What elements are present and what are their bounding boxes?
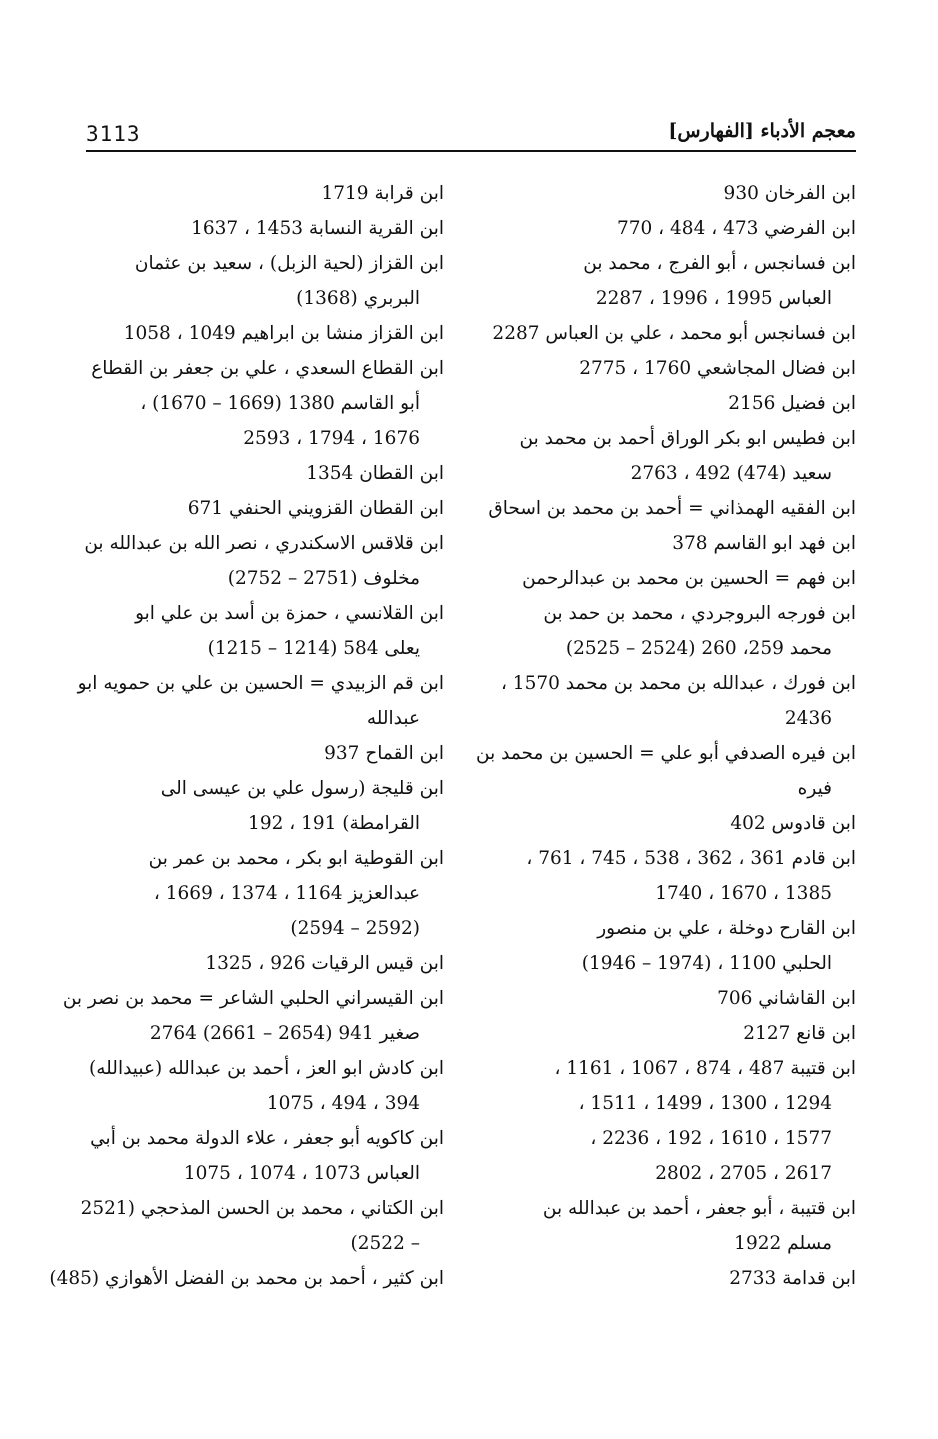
entry-continuation-line: القرامطة) 191 ، 192	[248, 813, 420, 834]
entry-continuation-line: البربري (1368)	[296, 288, 420, 309]
entry-line: ابن القطان القزويني الحنفي 671	[187, 498, 444, 519]
entry-line: ابن كادش ابو العز ، أحمد بن عبدالله (عبيدالله)	[89, 1058, 444, 1079]
index-entry	[82, 1051, 444, 1121]
entry-line: ابن قيس الرقيات 926 ، 1325	[205, 953, 444, 974]
entry-line: ابن فهد ابو القاسم 378	[672, 533, 856, 554]
entry-line: ابن القيسراني الحلبي الشاعر = محمد بن نصر بن	[62, 988, 444, 1009]
entry-line: ابن قادوس 402	[730, 813, 856, 834]
index-column-left	[49, 176, 444, 1296]
entry-line: ابن قلاقس الاسكندري ، نصر الله بن عبدالله بن	[84, 533, 444, 554]
index-entry	[496, 1261, 856, 1296]
index-entry	[49, 1261, 444, 1296]
index-entry	[496, 806, 856, 841]
index-entry	[82, 491, 444, 526]
entry-line: ابن قانع 2127	[743, 1023, 856, 1044]
index-entry	[82, 946, 444, 981]
entry-line: ابن فسانجس ، أبو الفرج ، محمد بن	[583, 253, 856, 274]
entry-continuation-line: العباس 1073 ، 1074 ، 1075	[183, 1163, 420, 1184]
index-column-right	[476, 176, 856, 1296]
entry-line: ابن فطيس ابو بكر الوراق أحمد بن محمد بن	[519, 428, 856, 449]
index-entry	[496, 176, 856, 211]
index-entry	[82, 456, 444, 491]
index-entry	[496, 421, 856, 491]
entry-line: ابن القزاز (لحية الزبل) ، سعيد بن عثمان	[134, 253, 444, 274]
index-entry	[82, 526, 444, 596]
index-entry	[82, 771, 444, 841]
page-header	[86, 118, 856, 158]
entry-line: ابن الفقيه الهمذاني = أحمد بن محمد بن اسحاق	[488, 498, 856, 519]
entry-continuation-line: العباس 1995 ، 1996 ، 2287	[595, 288, 832, 309]
entry-line: ابن القماح 937	[324, 743, 444, 764]
index-entry	[488, 491, 856, 526]
entry-line: ابن كثير ، أحمد بن محمد بن الفضل الأهوازي (485)	[49, 1268, 444, 1289]
entry-line: ابن قرابة 1719	[321, 183, 444, 204]
entry-line: ابن فورجه البروجردي ، محمد بن حمد بن	[543, 603, 856, 624]
entry-continuation-line: 1294 ، 1300 ، 1499 ، 1511 ،	[578, 1093, 832, 1114]
entry-continuation-line: 1385 ، 1670 ، 1740	[655, 883, 832, 904]
index-entry	[82, 211, 444, 246]
entry-line: ابن القارح دوخلة ، علي بن منصور	[597, 918, 856, 939]
entry-continuation-line: 1577 ، 1610 ، 192 ، 2236 ،	[590, 1128, 832, 1149]
index-entry	[496, 1016, 856, 1051]
index-entry	[496, 666, 856, 736]
index-entry	[62, 981, 444, 1051]
entry-line: ابن الكتاني ، محمد بن الحسن المذحجي (2521	[80, 1198, 444, 1219]
running-title: معجم الأدباء [الفهارس]	[668, 120, 856, 142]
entry-line: ابن قادم 361 ، 362 ، 538 ، 745 ، 761 ،	[526, 848, 856, 869]
entry-line: ابن فيره الصدفي أبو علي = الحسين بن محمد بن	[476, 743, 856, 764]
index-entry	[496, 246, 856, 316]
index-entry	[496, 526, 856, 561]
entry-continuation-line: مخلوف (2751 – 2752)	[227, 568, 420, 589]
entry-line: ابن قليجة (رسول علي بن عيسى الى	[160, 778, 444, 799]
index-entry	[82, 1191, 444, 1261]
index-entry	[82, 316, 444, 351]
entry-continuation-line: 2617 ، 2705 ، 2802	[655, 1163, 832, 1184]
index-entry	[496, 596, 856, 666]
entry-line: ابن القطان 1354	[306, 463, 444, 484]
entry-continuation-line: مسلم 1922	[734, 1233, 832, 1254]
index-entry	[82, 841, 444, 946]
index-entry	[496, 981, 856, 1016]
entry-line: ابن القوطية ابو بكر ، محمد بن عمر بن	[148, 848, 444, 869]
entry-line: ابن القطاع السعدي ، علي بن جعفر بن القطاع	[91, 358, 444, 379]
entry-line: ابن فسانجس أبو محمد ، علي بن العباس 2287	[492, 323, 856, 344]
index-entry	[496, 1191, 856, 1261]
index-entry	[82, 736, 444, 771]
entry-continuation-line: الحلبي 1100 ، (1974 – 1946)	[581, 953, 832, 974]
header-rule	[86, 150, 856, 152]
entry-line: ابن فضال المجاشعي 1760 ، 2775	[579, 358, 856, 379]
index-entry	[82, 246, 444, 316]
entry-continuation-line: – 2522)	[350, 1233, 420, 1254]
entry-line: ابن فورك ، عبدالله بن محمد بن محمد 1570 ،	[500, 673, 856, 694]
entry-continuation-line: 1676 ، 1794 ، 2593	[243, 428, 420, 449]
index-entry	[476, 736, 856, 806]
index-entry	[496, 1051, 856, 1191]
entry-continuation-line: 2436	[784, 708, 832, 729]
entry-line: ابن القلانسي ، حمزة بن أسد بن علي ابو	[135, 603, 444, 624]
entry-line: ابن كاكويه أبو جعفر ، علاء الدولة محمد بن أبي	[90, 1128, 444, 1149]
entry-line: ابن قدامة 2733	[729, 1268, 856, 1289]
index-entry	[82, 1121, 444, 1191]
entry-continuation-line: صغير 941 (2654 – 2661) 2764	[149, 1023, 420, 1044]
entry-continuation-line: سعيد (474) 492 ، 2763	[630, 463, 832, 484]
entry-continuation-line: 394 ، 494 ، 1075	[266, 1093, 420, 1114]
index-entry	[492, 316, 856, 351]
entry-continuation-line: محمد 259، 260 (2524 – 2525)	[565, 638, 832, 659]
entry-continuation-line: عبدالعزيز 1164 ، 1374 ، 1669 ،	[153, 883, 420, 904]
entry-continuation-line: عبدالله	[366, 708, 420, 729]
index-entry	[496, 386, 856, 421]
index-entry	[82, 596, 444, 666]
index-entry	[496, 211, 856, 246]
index-entry	[496, 841, 856, 911]
entry-continuation-line: (2592 – 2594)	[290, 918, 420, 939]
index-entry	[77, 666, 444, 736]
entry-continuation-line: أبو القاسم 1380 (1669 – 1670) ،	[140, 393, 420, 414]
index-entry	[496, 561, 856, 596]
entry-line: ابن القزاز منشا بن ابراهيم 1049 ، 1058	[123, 323, 444, 344]
index-entry	[82, 351, 444, 456]
entry-line: ابن فهم = الحسين بن محمد بن عبدالرحمن	[522, 568, 856, 589]
page-number: 3113	[86, 122, 141, 146]
index-entry	[496, 351, 856, 386]
entry-continuation-line: فيره	[797, 778, 832, 799]
entry-line: ابن الفرضي 473 ، 484 ، 770	[616, 218, 856, 239]
entry-line: ابن القرية النسابة 1453 ، 1637	[191, 218, 444, 239]
entry-line: ابن الفرخان 930	[723, 183, 856, 204]
entry-line: ابن قتيبة ، أبو جعفر ، أحمد بن عبدالله بن	[542, 1198, 856, 1219]
entry-line: ابن القاشاني 706	[717, 988, 856, 1009]
entry-continuation-line: يعلى 584 (1214 – 1215)	[207, 638, 420, 659]
entry-line: ابن قتيبة 487 ، 874 ، 1067 ، 1161 ،	[554, 1058, 856, 1079]
entry-line: ابن قم الزبيدي = الحسين بن علي بن حمويه ابو	[77, 673, 444, 694]
index-entry	[496, 911, 856, 981]
entry-line: ابن فضيل 2156	[728, 393, 856, 414]
index-entry	[82, 176, 444, 211]
